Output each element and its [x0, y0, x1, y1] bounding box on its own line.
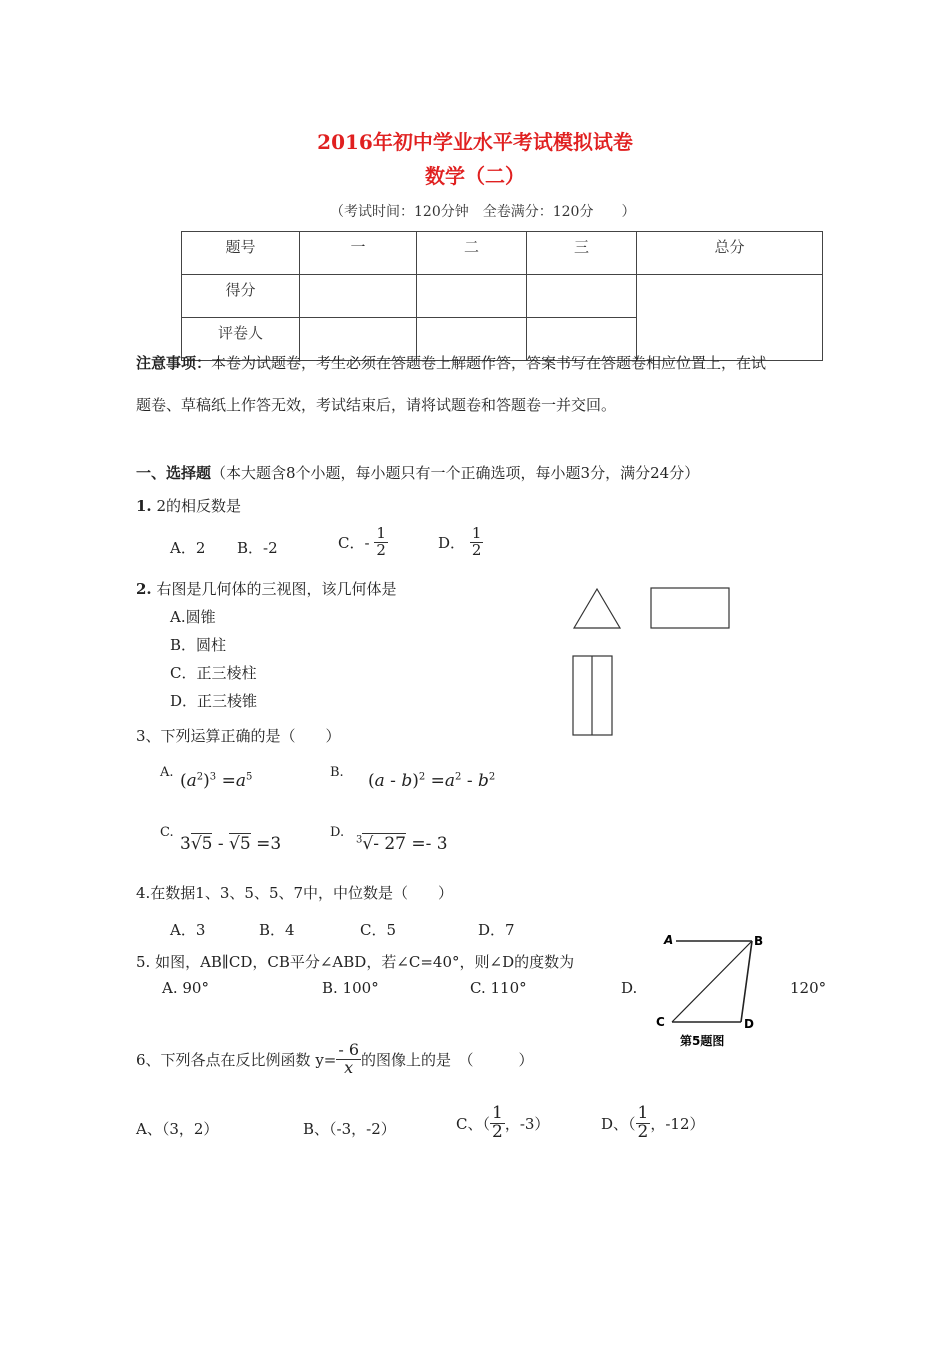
- q3-option-d-label: D.: [330, 825, 345, 840]
- q5-option-c: C. 110°: [470, 979, 527, 997]
- score-cell: [300, 275, 417, 318]
- question-6-stem: [136, 1042, 534, 1077]
- q6-option-b: B、（-3，-2）: [303, 1120, 396, 1138]
- question-number: 1.: [136, 497, 152, 515]
- page-title: 2016年初中学业水平考试模拟试卷: [317, 130, 633, 154]
- question-text: 2的相反数是: [151, 497, 241, 515]
- fraction-numerator: - 6: [338, 1040, 360, 1059]
- section-heading: [136, 462, 699, 483]
- table-header: 题号: [182, 232, 300, 275]
- q4-option-c: C．5: [360, 921, 397, 939]
- option-prefix: D．: [438, 533, 466, 552]
- row-label-score: 得分: [182, 275, 300, 318]
- option-prefix: C、（: [456, 1114, 490, 1133]
- point-label-c: C: [656, 1015, 665, 1029]
- fraction-numerator: 1: [376, 524, 386, 542]
- q3-option-c-label: C.: [160, 825, 174, 840]
- point-label-a: A: [664, 933, 674, 947]
- q2-option-d: D．正三棱锥: [170, 692, 258, 710]
- question-1-stem: [136, 495, 241, 516]
- notice-line-1: [136, 352, 766, 373]
- figure-caption: 第5题图: [680, 1034, 725, 1048]
- row-label-grader: 评卷人: [182, 318, 300, 361]
- exam-info: （考试时间：120分钟 全卷满分：120分 ）: [330, 204, 636, 220]
- fraction: [490, 1105, 505, 1142]
- fraction: [374, 526, 388, 559]
- fraction: [336, 1042, 361, 1077]
- table-header: 总分: [637, 232, 823, 275]
- question-2-stem: [136, 578, 396, 599]
- q6-option-a: A、（3，2）: [136, 1120, 219, 1138]
- fraction: [470, 526, 484, 559]
- notice-text-2: 题卷、草稿纸上作答无效，考试结束后，请将试题卷和答题卷一并交回。: [136, 396, 617, 414]
- table-header: 三: [527, 232, 637, 275]
- q1-option-c: [338, 526, 388, 559]
- point-label-b: B: [754, 934, 764, 948]
- fraction-denominator: 2: [491, 1121, 503, 1142]
- q1-option-d: [438, 526, 483, 559]
- fraction: [636, 1105, 651, 1142]
- q3-option-a-formula: $(a^2)^3 =a^5$: [180, 771, 253, 791]
- notice-text-1: 本卷为试题卷，考生必须在答题卷上解题作答，答案书写在答题卷相应位置上，在试: [211, 354, 767, 372]
- option-suffix: ，-3）: [504, 1114, 550, 1133]
- score-cell: [527, 275, 637, 318]
- q3-option-b-label: B.: [330, 765, 344, 780]
- table-header: 二: [417, 232, 527, 275]
- fraction-numerator: 1: [491, 1103, 503, 1123]
- q3-option-c-formula: 3√5 - √5 =3: [180, 834, 282, 854]
- section-title: 一、选择题: [136, 464, 212, 482]
- three-view-figure: [560, 580, 750, 740]
- q4-option-d: D．7: [478, 921, 515, 939]
- option-prefix: C．-: [338, 533, 370, 552]
- q1-option-a: A．2: [170, 539, 206, 557]
- q2-option-c: C．正三棱柱: [170, 664, 257, 682]
- q5-option-d: D.: [621, 979, 638, 997]
- question-4-stem: 4.在数据1、3、5、5、7中，中位数是（ ）: [136, 884, 454, 902]
- table-header: 一: [300, 232, 417, 275]
- fraction-denominator: 2: [471, 540, 482, 559]
- point-label-d: D: [744, 1017, 754, 1031]
- question-text: 6、下列各点在反比例函数 y=: [136, 1050, 337, 1069]
- option-suffix: ，-12）: [650, 1114, 705, 1133]
- question-number: 2.: [136, 580, 152, 598]
- fraction-denominator: x: [344, 1057, 354, 1077]
- question-text-suffix: 的图像上的是 （ ）: [361, 1050, 534, 1069]
- q3-option-d-formula: $^3$√- 27 =- 3: [356, 834, 448, 854]
- score-table: [181, 231, 823, 361]
- fraction-numerator: 1: [637, 1103, 649, 1123]
- segment-bd: [741, 941, 752, 1022]
- total-score-cell: [637, 275, 823, 361]
- fraction-denominator: 2: [637, 1121, 649, 1142]
- q6-option-c: [456, 1105, 549, 1142]
- section-desc: （本大题含8个小题，每小题只有一个正确选项，每小题3分，满分24分）: [211, 464, 700, 482]
- q5-geometry-figure: [650, 928, 780, 1053]
- q3-option-a-label: A.: [160, 765, 174, 780]
- question-5-stem: 5. 如图，AB∥CD，CB平分∠ABD，若∠C=40°，则∠D的度数为: [136, 953, 575, 971]
- q5-option-d-value: 120°: [790, 979, 827, 997]
- q6-option-d: [601, 1105, 705, 1142]
- question-text: 右图是几何体的三视图，该几何体是: [151, 580, 397, 598]
- page-subtitle: 数学（二）: [425, 164, 525, 188]
- q2-option-a: A.圆锥: [170, 608, 216, 626]
- q2-option-b: B．圆柱: [170, 636, 227, 654]
- fraction-denominator: 2: [376, 540, 386, 559]
- side-view-rectangle: [651, 588, 729, 628]
- score-cell: [417, 275, 527, 318]
- q1-option-b: B．-2: [237, 539, 278, 557]
- front-view-triangle: [574, 589, 620, 628]
- q4-option-a: A．3: [170, 921, 206, 939]
- q3-option-b-formula: $(a - b)^2 =a^2 - b^2$: [368, 771, 496, 791]
- notice-label: 注意事项：: [136, 354, 212, 372]
- q5-option-a: A. 90°: [162, 979, 209, 997]
- q4-option-b: B．4: [259, 921, 295, 939]
- option-prefix: D、（: [601, 1114, 636, 1133]
- q5-option-b: B. 100°: [322, 979, 379, 997]
- question-3-stem: 3、下列运算正确的是（ ）: [136, 727, 341, 745]
- segment-cb: [672, 941, 752, 1022]
- fraction-numerator: 1: [471, 524, 482, 542]
